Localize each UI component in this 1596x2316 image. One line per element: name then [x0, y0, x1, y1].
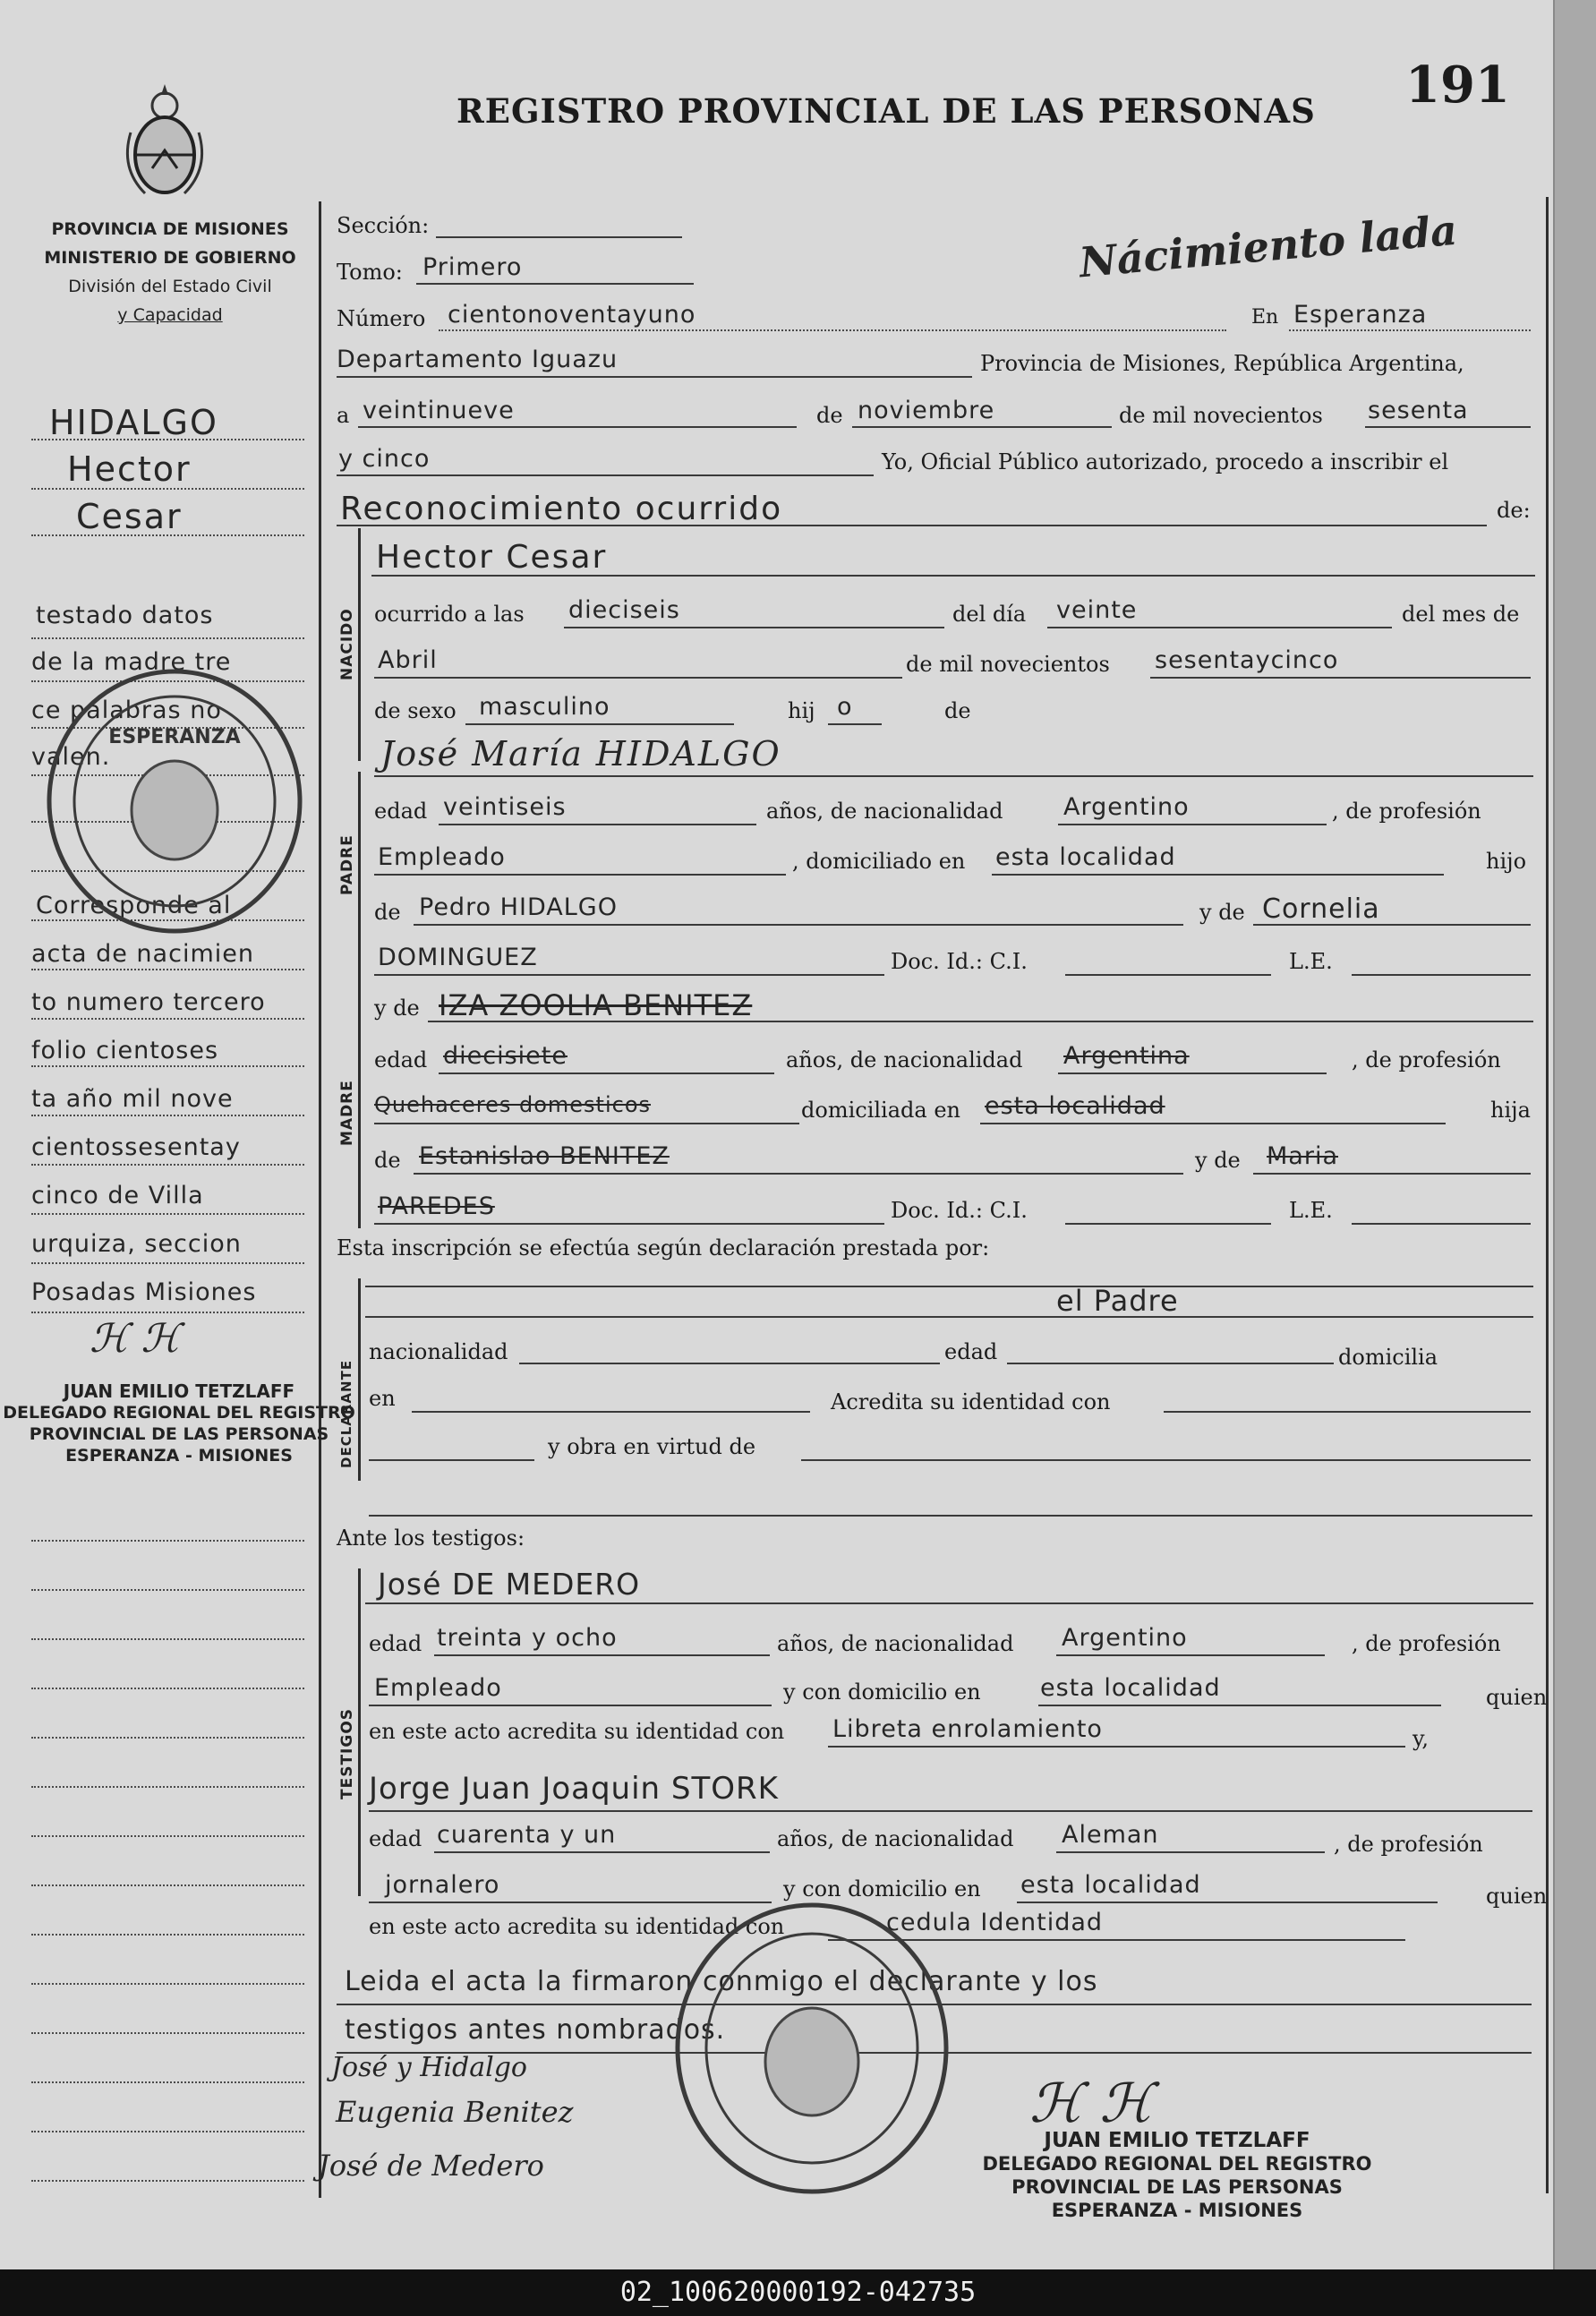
padre-le-line: [1352, 974, 1531, 976]
t1-doc-line: [828, 1746, 1405, 1748]
nacido-section-label: NACIDO: [338, 608, 356, 680]
t1-y-label: y,: [1413, 1726, 1429, 1751]
padre-edad-line: [439, 824, 756, 825]
madre-prof-label: , de profesión: [1352, 1047, 1501, 1073]
t1-doc-value[interactable]: Libreta enrolamiento: [832, 1715, 1103, 1743]
margin-apellido: HIDALGO: [49, 403, 218, 442]
declarante-en-line: [412, 1411, 810, 1413]
t1-prof-line: [369, 1705, 772, 1706]
t2-quien-label: quien: [1486, 1884, 1548, 1909]
t2-doc-value[interactable]: cedula Identidad: [886, 1909, 1104, 1936]
hijo-label: hij: [788, 698, 815, 723]
t1-dom-label: y con domicilio en: [783, 1679, 981, 1705]
t1-nac-line: [1056, 1654, 1325, 1656]
numero-label: Número: [337, 306, 426, 331]
mil-nac-label: de mil novecientos: [906, 652, 1110, 677]
coat-of-arms-icon: [118, 79, 212, 204]
declarante-intro: Esta inscripción se efectúa según declaración prestada por:: [337, 1235, 990, 1261]
closing-text2: testigos antes nombrados.: [345, 2014, 726, 2046]
madre-doc-label: Doc. Id.: C.I.: [891, 1198, 1028, 1223]
madre-bracket: [358, 994, 361, 1228]
margin-note-line: to numero tercero: [31, 988, 266, 1016]
official-stamp: [976, 2129, 1378, 2222]
padre-doc-label: Doc. Id.: C.I.: [891, 949, 1028, 974]
mes-line: [852, 426, 1112, 428]
stamp-title1: DELEGADO REGIONAL DEL REGISTRO: [982, 2153, 1372, 2175]
testigos-intro: Ante los testigos:: [337, 1525, 525, 1551]
testigos-section-label: TESTIGOS: [338, 1707, 356, 1799]
abuelo-m-value[interactable]: Estanislao BENITEZ: [419, 1142, 670, 1170]
declarante-acredita-line: [1164, 1411, 1531, 1413]
declarante-bracket: [358, 1278, 361, 1481]
t1-prof-value[interactable]: Empleado: [374, 1674, 502, 1702]
padre-prof-value[interactable]: Empleado: [378, 843, 506, 871]
declarante-acredita-label: Acredita su identidad con: [831, 1389, 1111, 1414]
madre-edad-value[interactable]: diecisiete: [443, 1042, 568, 1070]
margin-note-line: cinco de Villa: [31, 1182, 204, 1209]
margin-note-line: acta de nacimien: [31, 940, 254, 968]
padre-nombre[interactable]: José María HIDALGO: [380, 734, 781, 773]
tomo-label: Tomo:: [337, 260, 403, 285]
t2-edad-label: edad: [369, 1826, 422, 1851]
abuela-m2-line: [374, 1223, 884, 1225]
margin-note-line: Posadas Misiones: [31, 1278, 257, 1306]
margin-note-line: ce palabras no: [31, 697, 222, 724]
tomo-line: [416, 283, 694, 285]
padre-de-label: de: [374, 900, 401, 925]
t1-prof-label: , de profesión: [1352, 1631, 1501, 1656]
madre-nombre[interactable]: IZA ZOOLIA BENITEZ: [439, 988, 753, 1022]
t2-prof-value[interactable]: jornalero: [385, 1871, 500, 1899]
madre-dom-label: domiciliada en: [801, 1098, 960, 1123]
t2-nac-value[interactable]: Aleman: [1062, 1821, 1159, 1849]
t1-edad-value[interactable]: treinta y ocho: [437, 1624, 618, 1652]
t1-nac-label: años, de nacionalidad: [777, 1631, 1014, 1656]
madre-nac-value[interactable]: Argentina: [1063, 1042, 1190, 1070]
t2-nac-label: años, de nacionalidad: [777, 1826, 1014, 1851]
margin-stamp-name: JUAN EMILIO TETZLAFF: [63, 1380, 295, 1402]
mes-nac-value[interactable]: Abril: [378, 646, 438, 674]
en-value[interactable]: Esperanza: [1293, 301, 1428, 329]
madre-edad-label: edad: [374, 1047, 428, 1073]
madre-le-line: [1352, 1223, 1531, 1225]
madre-de-label: de: [374, 1148, 401, 1173]
seccion-line: [436, 236, 682, 238]
declarante-nac-label: nacionalidad: [369, 1339, 508, 1364]
padre-dom-label: , domiciliado en: [792, 849, 966, 874]
abuelo-p-value[interactable]: Pedro HIDALGO: [419, 893, 618, 921]
dia-line: [358, 426, 797, 428]
anio-line: [1365, 426, 1531, 428]
t2-prof-label: , de profesión: [1334, 1832, 1483, 1857]
t2-edad-value[interactable]: cuarenta y un: [437, 1821, 617, 1849]
padre-name-line: [374, 775, 1533, 777]
margin-stamp-title3: ESPERANZA - MISIONES: [65, 1446, 293, 1466]
t2-nac-line: [1056, 1851, 1325, 1853]
en-line: [1289, 329, 1531, 331]
mes-nac-line: [374, 677, 902, 679]
signature-mother: Eugenia Benitez: [336, 2095, 574, 2129]
margin-note-line: Corresponde al: [36, 892, 232, 919]
nacido-bracket: [358, 528, 361, 761]
page-number: 191: [1405, 56, 1510, 115]
madre-yde-label: y de: [374, 996, 420, 1021]
margin-note-line: ta año mil nove: [31, 1085, 234, 1113]
padre-hijo-label: hijo: [1486, 849, 1527, 874]
mes-value[interactable]: noviembre: [858, 397, 995, 424]
madre-doc-line: [1065, 1223, 1271, 1225]
official-seal-icon: [40, 667, 322, 940]
sexo-value[interactable]: masculino: [479, 693, 610, 721]
margin-nombre1: Hector: [67, 449, 192, 489]
en-label: En: [1251, 306, 1279, 329]
dia-nac-line: [1047, 627, 1392, 628]
t1-edad-line: [434, 1654, 770, 1656]
padre-prof-line: [374, 874, 786, 876]
seal-center-text: ESPERANZA: [108, 726, 241, 748]
division-label: División del Estado Civil: [68, 277, 272, 296]
yo-text: Yo, Oficial Público autorizado, procedo a inscribir el: [882, 449, 1449, 474]
a-label: a: [337, 403, 350, 428]
hora-value[interactable]: dieciseis: [568, 596, 680, 624]
abuela-m2-value[interactable]: PAREDES: [378, 1192, 495, 1220]
registry-title: REGISTRO PROVINCIAL DE LAS PERSONAS: [457, 91, 1316, 131]
t2-dom-line: [1017, 1902, 1438, 1903]
padre-yde-label: y de: [1199, 900, 1245, 925]
abuela-m-value[interactable]: Maria: [1267, 1142, 1338, 1170]
padre-nac-value[interactable]: Argentino: [1063, 793, 1190, 821]
declarante-edad-line: [1007, 1363, 1334, 1364]
anio-value[interactable]: sesenta: [1368, 397, 1469, 424]
margin-stamp-title2: PROVINCIAL DE LAS PERSONAS: [29, 1424, 329, 1444]
t1-dom-value[interactable]: esta localidad: [1040, 1674, 1221, 1702]
declarante-dom-label: domicilia: [1338, 1345, 1438, 1370]
padre-prof-label: , de profesión: [1332, 799, 1481, 824]
tomo-value[interactable]: Primero: [422, 253, 523, 281]
t1-nac-value[interactable]: Argentino: [1062, 1624, 1188, 1652]
t1-acredita-label: en este acto acredita su identidad con: [369, 1719, 785, 1744]
declarante-value[interactable]: el Padre: [1056, 1284, 1179, 1318]
departamento-value[interactable]: Departamento Iguazu: [337, 346, 619, 373]
t1-edad-label: edad: [369, 1631, 422, 1656]
numero-value[interactable]: cientonoventayuno: [448, 301, 696, 329]
abuela-p2-line: [374, 974, 884, 976]
madre-nac-line: [1058, 1073, 1327, 1074]
margin-stamp: [0, 1380, 358, 1466]
declarante-obra-line: [801, 1459, 1531, 1461]
del-mes-label: del mes de: [1402, 602, 1520, 627]
madre-nac-label: años, de nacionalidad: [786, 1047, 1023, 1073]
madre-prof-line: [374, 1123, 799, 1124]
madre-hija-label: hija: [1490, 1098, 1531, 1123]
stamp-name: JUAN EMILIO TETZLAFF: [1044, 2129, 1310, 2152]
dia-value[interactable]: veintinueve: [363, 397, 515, 424]
padre-bracket: [358, 772, 361, 1018]
t2-acredita-label: en este acto acredita su identidad con: [369, 1914, 785, 1939]
margin-stamp-title1: DELEGADO REGIONAL DEL REGISTRO: [3, 1403, 355, 1423]
madre-le-label: L.E.: [1289, 1198, 1333, 1223]
stamp-title3: ESPERANZA - MISIONES: [1051, 2200, 1303, 2221]
dia-nac-value[interactable]: veinte: [1056, 596, 1138, 624]
del-dia-label: del día: [952, 602, 1027, 627]
official-seal-bottom-icon: [664, 1896, 960, 2201]
t1-dom-line: [1038, 1705, 1441, 1706]
margin-note-line: testado datos: [36, 602, 214, 629]
padre-le-label: L.E.: [1289, 949, 1333, 974]
margin-note-line: valen.: [31, 743, 111, 771]
padre-nac-label: años, de nacionalidad: [766, 799, 1003, 824]
padre-nac-line: [1058, 824, 1327, 825]
provincia-text: Provincia de Misiones, República Argentina,: [980, 351, 1464, 376]
declarante-obra-pre-line: [369, 1459, 534, 1461]
anio2-line: [337, 474, 874, 476]
closing-text1: Leida el acta la firmaron conmigo el declarante y los: [345, 1966, 1098, 1997]
ocurrido-label: ocurrido a las: [374, 602, 525, 627]
header-signature: Nácimiento lada: [1077, 205, 1459, 287]
page-edge: [1553, 0, 1596, 2269]
hora-line: [564, 627, 944, 628]
declarante-en-label: en: [369, 1386, 396, 1411]
padre-edad-label: edad: [374, 799, 428, 824]
sexo-label: de sexo: [374, 698, 457, 723]
declarante-section-label: DECLARANTE: [338, 1359, 354, 1468]
declarante-obra-label: y obra en virtud de: [548, 1434, 756, 1459]
division2-label: y Capacidad: [117, 305, 223, 325]
scan-footer: 02_100620000192-042735: [0, 2269, 1596, 2316]
declarante-nac-line: [519, 1363, 940, 1364]
sexo-line: [465, 723, 734, 725]
abuelo-m-line: [414, 1173, 1183, 1175]
signature-witness: José de Medero: [318, 2149, 544, 2183]
abuelo-p-line: [414, 924, 1183, 926]
declarante-edad-label: edad: [944, 1339, 998, 1364]
anio2-value[interactable]: y cinco: [338, 445, 431, 473]
abuela-p-value[interactable]: Cornelia: [1262, 893, 1380, 925]
signature-father: José y Hidalgo: [331, 2052, 527, 2083]
de-label: de: [816, 403, 843, 428]
de-colon: de:: [1497, 498, 1531, 523]
margin-note-line: cientossesentay: [31, 1133, 241, 1161]
padre-dom-value[interactable]: esta localidad: [995, 843, 1176, 871]
margin-nombre2: Cesar: [76, 497, 183, 536]
madre-yde2-label: y de: [1195, 1148, 1241, 1173]
stamp-title2: PROVINCIAL DE LAS PERSONAS: [1011, 2176, 1343, 2198]
madre-dom-line: [980, 1123, 1446, 1124]
t1-quien-label: quien: [1486, 1685, 1548, 1710]
margin-note-line: folio cientoses: [31, 1037, 219, 1064]
t2-name-line: [369, 1810, 1532, 1812]
anio-nac-value[interactable]: sesentaycinco: [1155, 646, 1339, 674]
padre-dom-line: [992, 874, 1444, 876]
madre-section-label: MADRE: [338, 1080, 356, 1146]
t2-dom-value[interactable]: esta localidad: [1020, 1871, 1201, 1899]
testigos-bracket: [358, 1568, 361, 1896]
province-label: PROVINCIA DE MISIONES: [51, 219, 289, 239]
t1-name-line: [365, 1602, 1533, 1604]
madre-prof-value[interactable]: Quehaceres domesticos: [374, 1092, 652, 1117]
margin-divider: [319, 201, 321, 2198]
abuela-m-line: [1253, 1173, 1531, 1175]
official-signature: ℋ ℋ: [1029, 2072, 1153, 2135]
nacido-de-label: de: [944, 698, 971, 723]
t2-edad-line: [434, 1851, 770, 1853]
acto-value[interactable]: Reconocimiento ocurrido: [340, 491, 783, 527]
t1-nombre[interactable]: José DE MEDERO: [378, 1567, 641, 1602]
ministry-label: MINISTERIO DE GOBIERNO: [44, 248, 296, 268]
mil-text: de mil novecientos: [1119, 403, 1323, 428]
madre-edad-line: [439, 1073, 774, 1074]
padre-section-label: PADRE: [338, 834, 356, 895]
margin-note-line: de la madre tre: [31, 648, 232, 676]
hijo-value[interactable]: o: [837, 693, 853, 721]
t2-dom-label: y con domicilio en: [783, 1876, 981, 1902]
padre-edad-value[interactable]: veintiseis: [443, 793, 567, 821]
ministry-block: [22, 215, 318, 329]
nacido-nombre[interactable]: Hector Cesar: [376, 539, 608, 576]
seccion-label: Sección:: [337, 213, 430, 238]
margin-signature: ℋ ℋ: [90, 1316, 180, 1362]
t2-nombre[interactable]: Jorge Juan Joaquin STORK: [369, 1771, 779, 1807]
declarante-end-line: [369, 1515, 1532, 1517]
abuela-p2-value[interactable]: DOMINGUEZ: [378, 944, 538, 971]
declarante-line1: [365, 1286, 1533, 1287]
hijo-line: [828, 723, 882, 725]
departamento-line: [337, 376, 972, 378]
padre-doc-line: [1065, 974, 1271, 976]
madre-dom-value[interactable]: esta localidad: [985, 1092, 1165, 1120]
margin-note-line: urquiza, seccion: [31, 1230, 242, 1258]
anio-nac-line: [1150, 677, 1531, 679]
declarante-line2: [365, 1316, 1533, 1318]
numero-line: [439, 329, 1226, 331]
